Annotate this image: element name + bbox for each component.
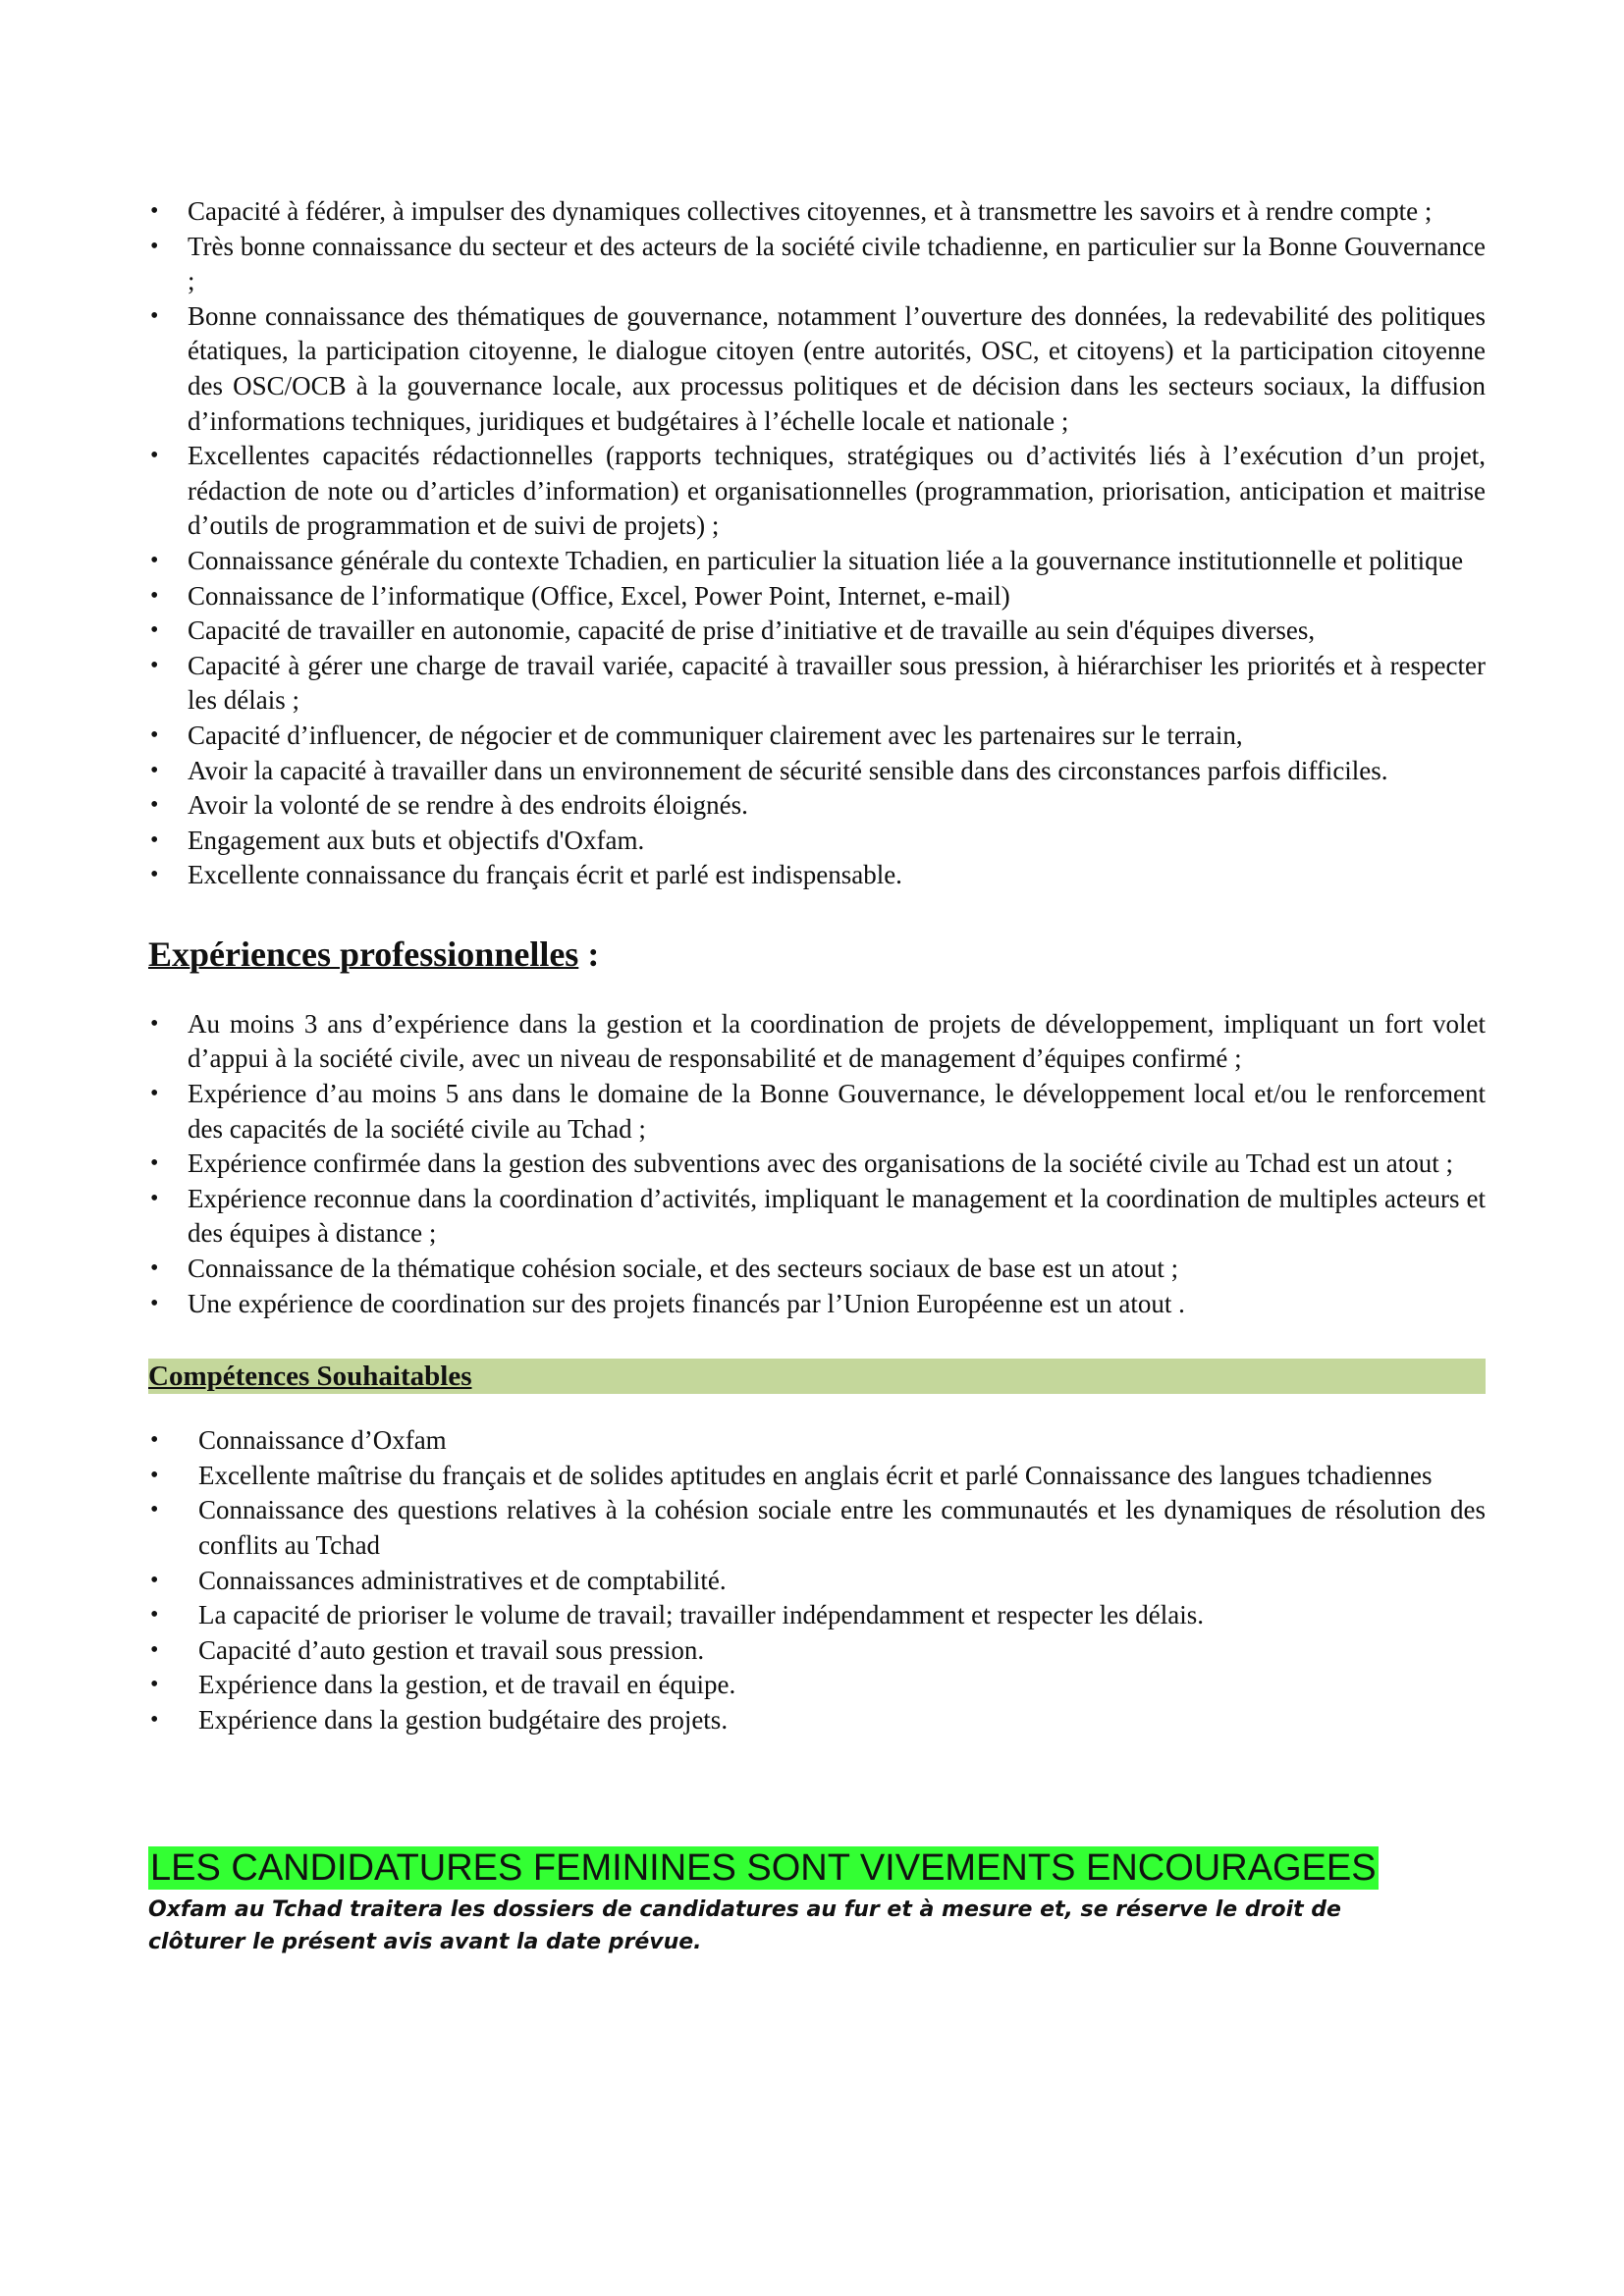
experience-heading-text: Expériences professionnelles	[148, 934, 579, 974]
list-item: • Connaissance de la thématique cohésion sociale, et des secteurs sociaux de base est un atout ;	[148, 1252, 1486, 1287]
list-item: • Connaissance d’Oxfam	[148, 1423, 1486, 1459]
list-item: • Capacité d’influencer, de négocier et de communiquer clairement avec les partenaires sur le terrain,	[148, 719, 1486, 754]
application-notice: Oxfam au Tchad traitera les dossiers de candidatures au fur et à mesure et, se réserve le droit de clôturer le présent avis avant la date prévue.	[148, 1896, 1341, 1954]
callout-wrapper	[148, 1846, 1486, 1890]
list-item: • Expérience reconnue dans la coordination d’activités, impliquant le management et la coordination de multiples acteurs et des équipes à distance ;	[148, 1182, 1486, 1252]
list-item: • Très bonne connaissance du secteur et des acteurs de la société civile tchadienne, en particulier sur la Bonne Gouvernance ;	[148, 230, 1486, 299]
list-item: • Capacité à gérer une charge de travail variée, capacité à travailler sous pression, à hiérarchiser les priorités et à respecter les délais ;	[148, 649, 1486, 719]
list-item: • Une expérience de coordination sur des projets financés par l’Union Européenne est un atout .	[148, 1287, 1486, 1322]
list-item: • Expérience confirmée dans la gestion des subventions avec des organisations de la société civile au Tchad est un atout ;	[148, 1147, 1486, 1182]
experience-list	[148, 1007, 1486, 1321]
list-item: • Connaissance des questions relatives à la cohésion sociale entre les communautés et les dynamiques de résolution des conflits au Tchad	[148, 1493, 1486, 1563]
list-item: • Expérience d’au moins 5 ans dans le domaine de la Bonne Gouvernance, le développement local et/ou le renforcement des capacités de la société civile au Tchad ;	[148, 1077, 1486, 1147]
list-item: • Excellentes capacités rédactionnelles (rapports techniques, stratégiques ou d’activités liés à l’exécution d’un projet, rédaction de note ou d’articles d’information) et organisationnelles (programmation, priorisation, anticipation et maitrise d’outils de programmation et de suivi de projets) ;	[148, 439, 1486, 544]
women-applications-callout: LES CANDIDATURES FEMININES SONT VIVEMENTS ENCOURAGEES	[150, 1846, 1377, 1889]
list-item: • Bonne connaissance des thématiques de gouvernance, notamment l’ouverture des données, la redevabilité des politiques étatiques, la participation citoyenne, le dialogue citoyen (entre autorités, OSC, et citoyens) et la participation citoyenne des OSC/OCB à la gouvernance locale, aux processus politiques et de décision dans les secteurs sociaux, la diffusion d’informations techniques, juridiques et budgétaires à l’échelle locale et nationale ;	[148, 299, 1486, 439]
page-content	[148, 194, 1486, 1958]
list-item: • Au moins 3 ans d’expérience dans la gestion et la coordination de projets de développement, impliquant un fort volet d’appui à la société civile, avec un niveau de responsabilité et de management d’équipes confirmé ;	[148, 1007, 1486, 1077]
list-item: • Expérience dans la gestion, et de travail en équipe.	[148, 1668, 1486, 1703]
desired-skills-heading-text: Compétences Souhaitables	[148, 1361, 472, 1393]
list-item: • Expérience dans la gestion budgétaire des projets.	[148, 1703, 1486, 1738]
experience-heading	[148, 933, 1486, 976]
list-item: • Connaissance générale du contexte Tchadien, en particulier la situation liée a la gouvernance institutionnelle et politique	[148, 544, 1486, 579]
list-item: • Excellente connaissance du français écrit et parlé est indispensable.	[148, 858, 1486, 893]
list-item: • Capacité à fédérer, à impulser des dynamiques collectives citoyennes, et à transmettre les savoirs et à rendre compte ;	[148, 194, 1486, 230]
list-item: • Capacité d’auto gestion et travail sous pression.	[148, 1633, 1486, 1669]
list-item: • Capacité de travailler en autonomie, capacité de prise d’initiative et de travaille au sein d'équipes diverses,	[148, 614, 1486, 649]
desired-skills-list	[148, 1423, 1486, 1737]
list-item: • Connaissances administratives et de comptabilité.	[148, 1564, 1486, 1599]
desired-skills-heading	[148, 1359, 1486, 1394]
list-item: • Engagement aux buts et objectifs d'Oxfam.	[148, 824, 1486, 859]
skills-list	[148, 194, 1486, 893]
experience-heading-suffix: :	[578, 934, 600, 974]
list-item: • Excellente maîtrise du français et de solides aptitudes en anglais écrit et parlé Connaissance des langues tchadiennes	[148, 1459, 1486, 1494]
list-item: • La capacité de prioriser le volume de travail; travailler indépendamment et respecter les délais.	[148, 1598, 1486, 1633]
list-item: • Avoir la volonté de se rendre à des endroits éloignés.	[148, 788, 1486, 824]
list-item: • Connaissance de l’informatique (Office, Excel, Power Point, Internet, e-mail)	[148, 579, 1486, 614]
list-item: • Avoir la capacité à travailler dans un environnement de sécurité sensible dans des circonstances parfois difficiles.	[148, 754, 1486, 789]
